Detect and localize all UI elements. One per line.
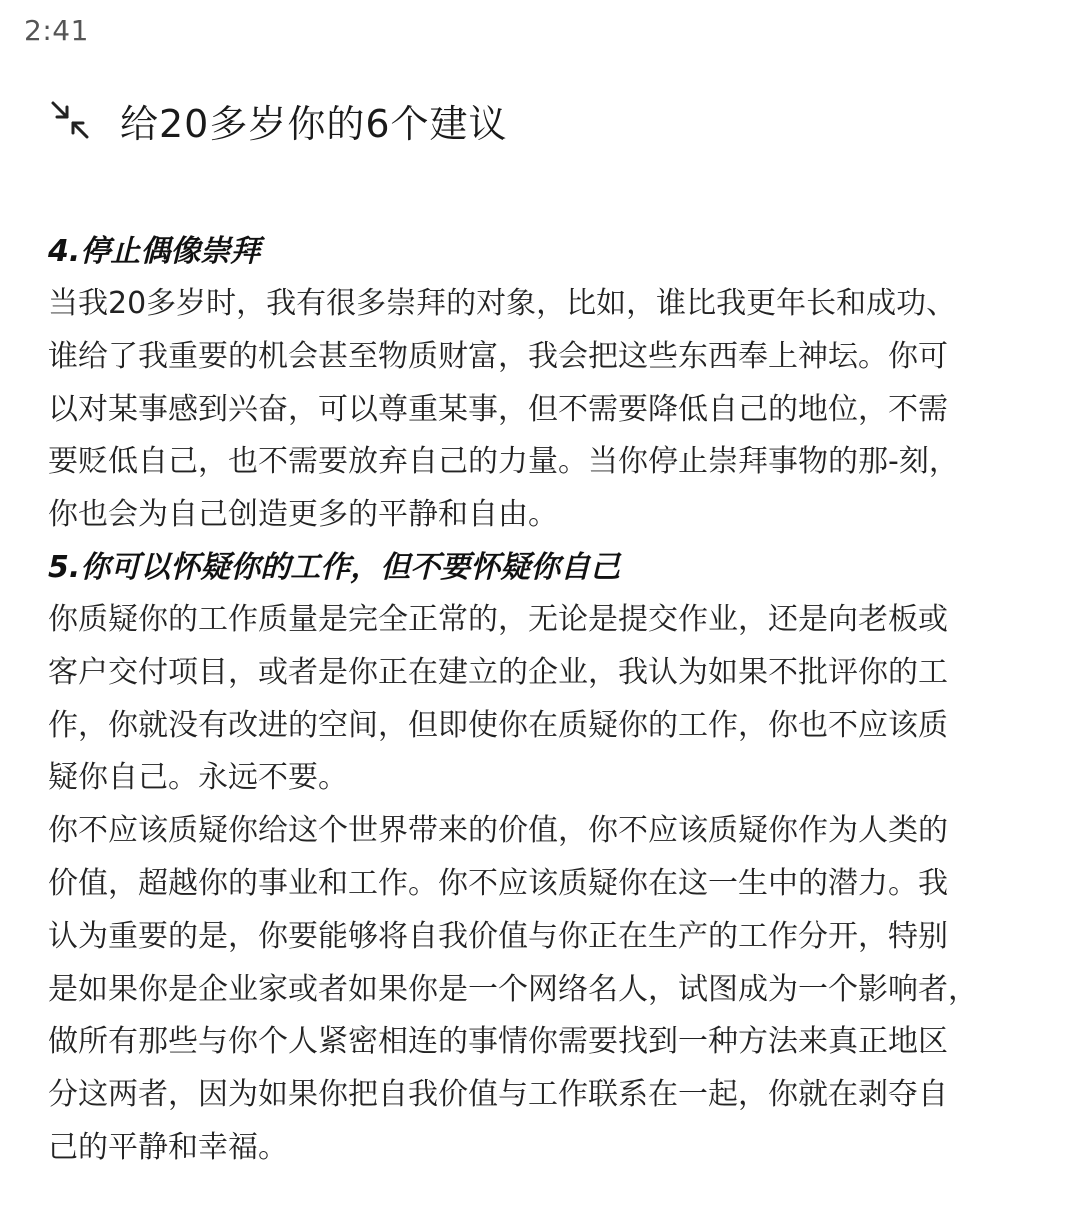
text-line: 价值，超越你的事业和工作。你不应该质疑你在这一生中的潜力。我 (48, 865, 948, 901)
text-line: 你质疑你的工作质量是完全正常的，无论是提交作业，还是向老板或 (48, 601, 948, 637)
section-4 (48, 226, 1013, 542)
text-line: 当我20多岁时，我有很多崇拜的对象，比如，谁比我更年长和成功、 (48, 286, 957, 321)
paragraph (48, 278, 1013, 542)
text-line: 是如果你是企业家或者如果你是一个网络名人，试图成为一个影响者， (48, 971, 978, 1007)
section-heading: 4.停止偶像崇拜 (48, 234, 261, 269)
article-header (50, 90, 1040, 150)
text-line: 客户交付项目，或者是你正在建立的企业，我认为如果不批评你的工 (48, 654, 948, 690)
collapse-arrows-icon[interactable] (50, 100, 90, 140)
text-line: 分这两者，因为如果你把自我价值与工作联系在一起，你就在剥夺自 (48, 1077, 948, 1113)
paragraph (48, 805, 1013, 1175)
text-line: 做所有那些与你个人紧密相连的事情你需要找到一种方法来真正地区 (48, 1024, 948, 1060)
paragraph (48, 594, 1013, 805)
text-line: 己的平静和幸福。 (48, 1129, 288, 1165)
text-line: 以对某事感到兴奋，可以尊重某事，但不需要降低自己的地位，不需 (48, 391, 948, 427)
text-line: 谁给了我重要的机会甚至物质财富，我会把这些东西奉上神坛。你可 (48, 338, 948, 374)
text-line: 疑你自己。永远不要。 (48, 760, 348, 796)
page-title: 给20多岁你的6个建议 (120, 101, 508, 146)
text-line: 你也会为自己创造更多的平静和自由。 (48, 497, 558, 533)
text-line: 要贬低自己，也不需要放弃自己的力量。当你停止崇拜事物的那-刻， (48, 444, 959, 480)
text-line: 你不应该质疑你给这个世界带来的价值，你不应该质疑你作为人类的 (48, 813, 948, 849)
status-bar-time: 2:41 (24, 14, 89, 47)
text-line: 认为重要的是，你要能够将自我价值与你正在生产的工作分开，特别 (48, 918, 948, 954)
section-5 (48, 542, 1013, 1175)
text-line: 作，你就没有改进的空间，但即使你在质疑你的工作，你也不应该质 (48, 707, 948, 743)
section-heading: 5.你可以怀疑你的工作，但不要怀疑你自己 (48, 549, 621, 585)
article-body (48, 226, 1013, 1175)
